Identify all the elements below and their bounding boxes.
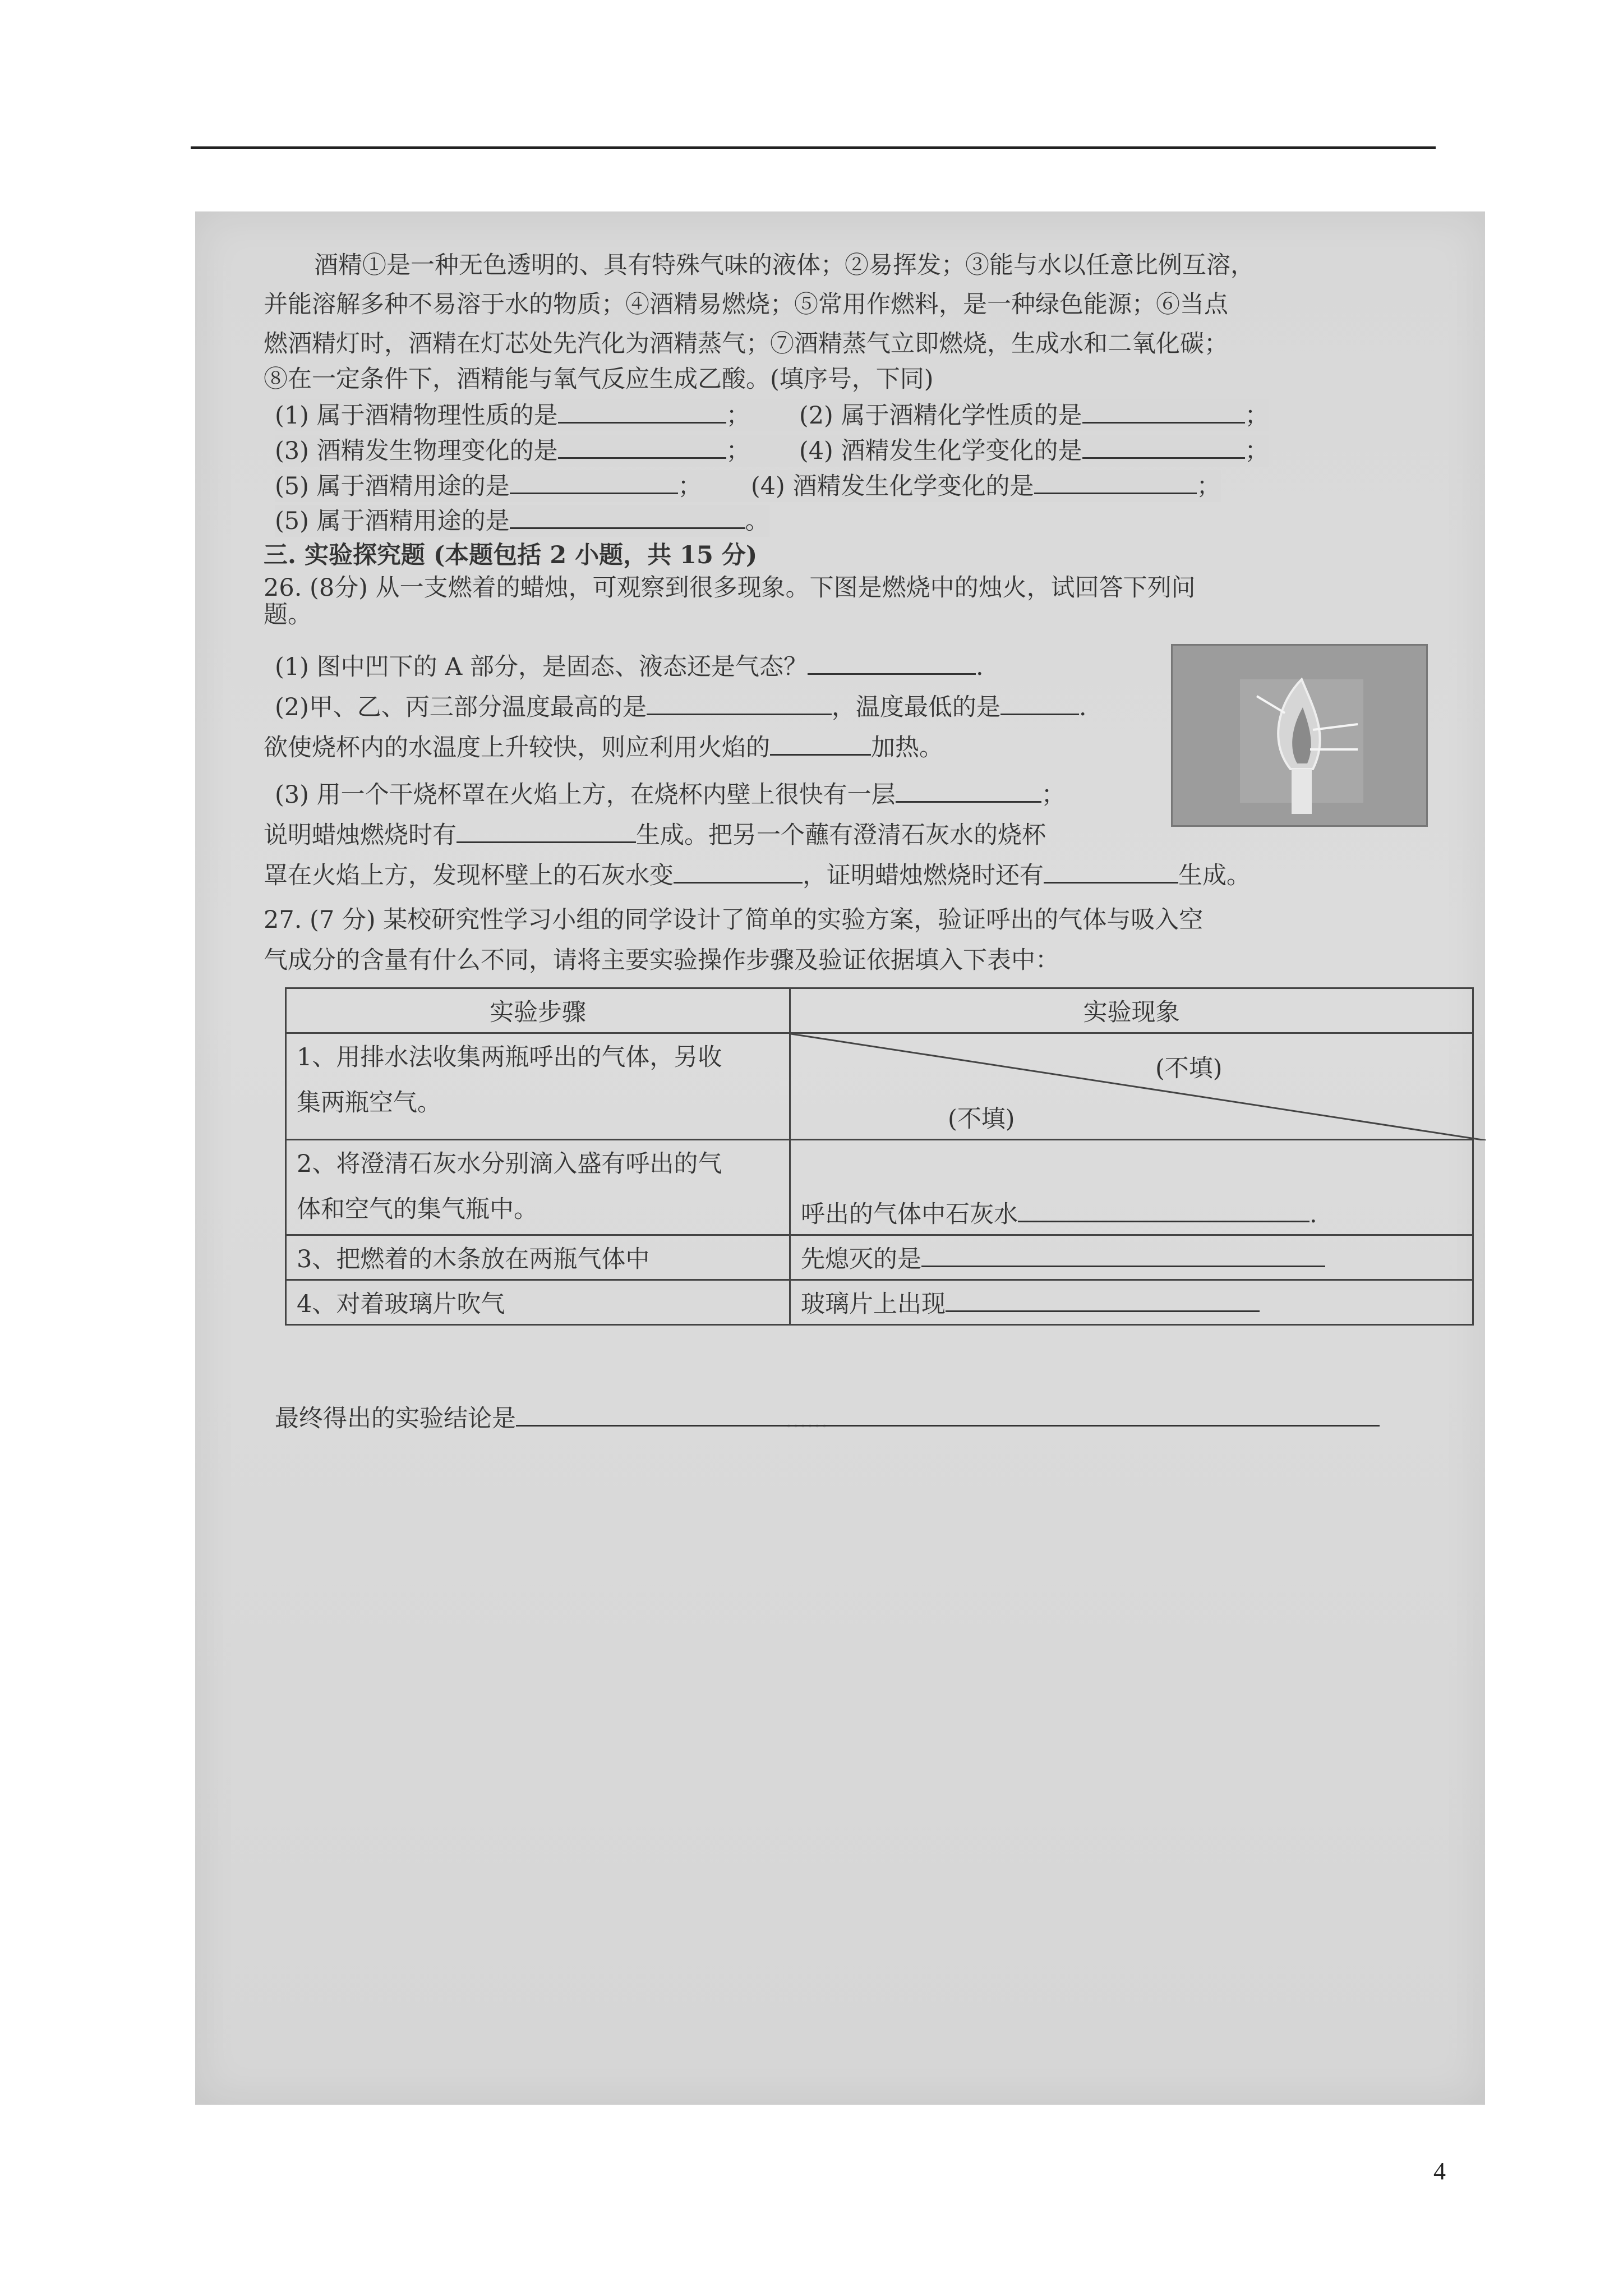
answer-blank[interactable] [1082,399,1245,424]
section-title: 三. 实验探究题 (本题包括 2 小题，共 15 分) [264,541,758,569]
q25-row-4: (5) 属于酒精用途的是 。 [275,505,769,537]
q26-part-3-c: 罩在火焰上方，发现杯壁上的石灰水变 ，证明蜡烛燃烧时还有 生成。 [264,859,1251,891]
answer-blank[interactable] [674,859,803,884]
step-cell: 4、对着玻璃片吹气 [286,1280,790,1325]
q26-part-2-cont: 欲使烧杯内的水温度上升较快，则应利用火焰的 加热。 [264,731,943,763]
q26-part-3-b: 说明蜡烛燃烧时有 生成。把另一个蘸有澄清石灰水的烧杯 [264,819,1046,851]
q26-part-3: (3) 用一个干烧杯罩在火焰上方，在烧杯内壁上很快有一层 ； [275,779,1066,811]
q26-part-2: (2)甲、乙、丙三部分温度最高的是 ，温度最低的是 . [275,691,1087,723]
candle-flame-icon [1173,646,1426,825]
q25-row-2b: (3) 酒精发生物理变化的是 ； (4) 酒精发生化学变化的是 ； [275,435,1269,467]
observation-cell: 先熄灭的是 [790,1235,1473,1280]
step-cell: 1、用排水法收集两瓶呼出的气体，另收 集两瓶空气。 [286,1033,790,1140]
passage-line-2: 并能溶解多种不易溶于水的物质；④酒精易燃烧；⑤常用作燃料，是一种绿色能源；⑥当点 [264,291,1228,319]
answer-blank[interactable] [946,1288,1260,1312]
q26-intro-1: 26. (8分) 从一支燃着的蜡烛，可观察到很多现象。下图是燃烧中的烛火，试回答下列问 [264,574,1196,602]
table-row [286,1235,1473,1280]
table-header-observations: 实验现象 [790,988,1473,1033]
table-row [286,1140,1473,1235]
conclusion-line: 最终得出的实验结论是 [275,1402,1380,1434]
answer-blank[interactable] [647,691,832,715]
diagonal-line [791,1034,1486,1140]
table-row [286,1280,1473,1325]
diagonal-cell: (不填) (不填) [790,1033,1473,1140]
step-cell: 3、把燃着的木条放在两瓶气体中 [286,1235,790,1280]
answer-blank[interactable] [510,505,745,529]
bleed-through: ······ [785,1414,828,1439]
answer-blank[interactable] [770,731,871,756]
observation-cell: 呼出的气体中石灰水 . [790,1140,1473,1235]
answer-blank[interactable] [921,1243,1325,1267]
q27-intro-1: 27. (7 分) 某校研究性学习小组的同学设计了简单的实验方案，验证呼出的气体与吸入空 [264,906,1204,934]
page-number: 4 [1433,2157,1446,2185]
table-row [286,1033,1473,1140]
answer-blank[interactable] [896,779,1041,803]
answer-blank[interactable] [516,1402,1380,1427]
answer-blank[interactable] [1000,691,1079,715]
header-rule [191,146,1436,149]
q26-part-1: (1) 图中凹下的 A 部分，是固态、液态还是气态？ . [275,651,984,683]
passage-line-3: 燃酒精灯时，酒精在灯芯处先汽化为酒精蒸气；⑦酒精蒸气立即燃烧，生成水和二氧化碳； [264,330,1228,358]
candle-flame-figure [1171,644,1428,827]
answer-blank[interactable] [558,435,726,459]
answer-blank[interactable] [558,399,726,424]
answer-blank[interactable] [1018,1198,1310,1222]
answer-blank[interactable] [1044,859,1178,884]
answer-blank[interactable] [1082,435,1245,459]
q26-intro-2: 题。 [264,601,312,629]
q25-row-3b: (5) 属于酒精用途的是 ； (4) 酒精发生化学变化的是 ； [275,470,1221,502]
table-header-steps: 实验步骤 [286,988,790,1033]
q27-intro-2: 气成分的含量有什么不同，请将主要实验操作步骤及验证依据填入下表中： [264,946,1059,974]
answer-blank[interactable] [1034,470,1197,494]
answer-blank[interactable] [510,470,678,494]
step-cell: 2、将澄清石灰水分别滴入盛有呼出的气 体和空气的集气瓶中。 [286,1140,790,1235]
experiment-table [285,987,1474,1326]
answer-blank[interactable] [808,651,976,675]
q25-row-1: (1) 属于酒精物理性质的是 ； (2) 属于酒精化学性质的是 ； [275,399,1269,431]
observation-cell: 玻璃片上出现 [790,1280,1473,1325]
passage-line-1: 酒精①是一种无色透明的、具有特殊气味的液体；②易挥发；③能与水以任意比例互溶， [314,251,1255,279]
passage-line-4: ⑧在一定条件下，酒精能与氧气反应生成乙酸。(填序号，下同) [264,365,934,393]
answer-blank[interactable] [457,819,636,843]
